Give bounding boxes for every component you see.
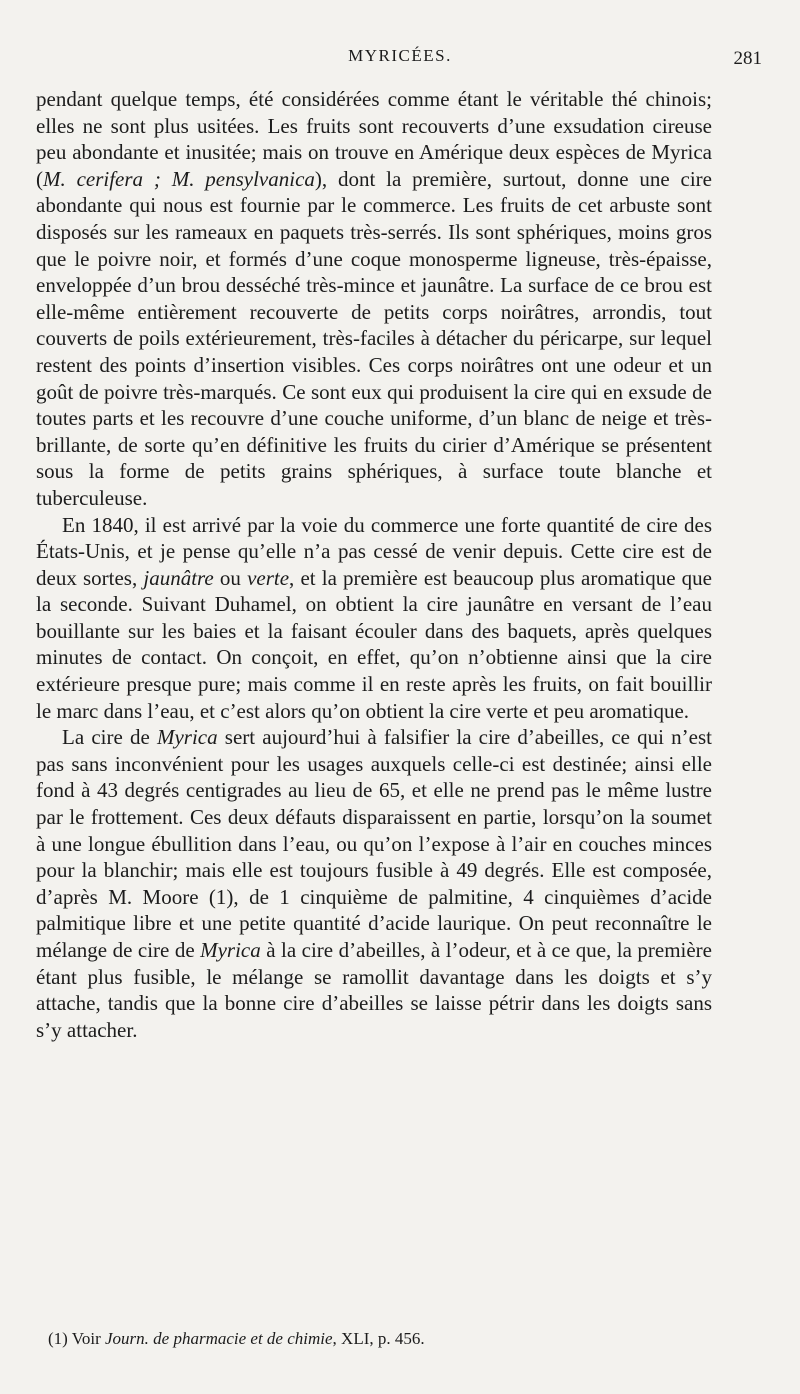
journal-title: Journ. de pharmacie et de chimie — [105, 1329, 333, 1348]
footnote — [48, 1328, 708, 1350]
running-title: MYRICÉES. — [348, 46, 452, 65]
paragraph-2 — [36, 512, 712, 725]
body-text — [36, 86, 712, 1043]
italic-term: Myrica — [156, 725, 218, 750]
paragraph-3 — [36, 724, 712, 1043]
text-segment: En 1840, il est arrivé par la voie du commerce une forte quantité de cire des États-Unis, et je pense qu’elle n’a pas cessé de venir depuis. Cette cire est de deux sortes, — [36, 512, 712, 590]
italic-term: jaunâtre — [143, 565, 214, 590]
page-number: 281 — [733, 48, 762, 69]
italic-term: verte — [247, 565, 290, 590]
text-segment: à la cire d’abeilles, à l’odeur, et à ce que, la première étant plus fusible, le mélange se ramollit davantage dans les doigts et s’y attache, tandis que la bonne cire d’abeilles se laisse pétrir dans les doigts sans s’y attacher. — [36, 938, 712, 1042]
footnote-text: (1) Voir — [48, 1329, 105, 1348]
text-segment: sert aujourd’hui à falsifier la cire d’abeilles, ce qui n’est pas sans inconvénient pour les usages auxquels celle-ci est destinée; ainsi elle fond à 43 degrés centigrades au lieu de 65, et elle ne prend pas le même lustre par le frottement. Ces deux défauts disparaissent en partie, lorsqu’on la soumet à une longue ébullition dans l’eau, ou qu’on l’expose à l’air en couches minces pour la blanchir; mais elle est toujours fusible à 49 degrés. Elle est composée, d’après M. Moore (1), de 1 cinquième de palmitine, 4 cinquièmes d’acide palmitique libre et une petite quantité d’acide laurique. On peut reconnaître le mélange de cire de — [36, 725, 712, 962]
page-header — [32, 46, 768, 76]
text-segment: La cire de — [62, 725, 157, 750]
text-segment: ), dont la première, surtout, donne une cire abondante qui nous est fournie par le commerce. Les fruits de cet arbuste sont disposés sur les rameaux en paquets très-serrés. Ils sont sphériques, moins gros que le poivre noir, et formés d’une coque monosperme ligneuse, très-épaisse, enveloppée d’un brou desséché très-mince et jaunâtre. La surface de ce brou est elle-même entièrement recouverte de petits corps noirâtres, arrondis, tout couverts de poils extérieurement, très-faciles à détacher du péricarpe, sur lequel restent des points d’insertion visibles. Ces corps noirâtres ont une odeur et un goût de poivre très-marqués. Ce sont eux qui produisent la cire qui en exsude de toutes parts et les recouvre d’une couche uniforme, d’un blanc de neige et très-brillante, de sorte qu’en définitive les fruits du cirier d’Amérique se présentent sous la forme de petits grains sphériques, à surface toute blanche et tuberculeuse. — [36, 166, 712, 510]
text-segment: , et la première est beaucoup plus aromatique que la seconde. Suivant Duhamel, on obtient la cire jaunâtre en versant de l’eau bouillante sur les baies et la faisant écouler dans des baquets, après quelques minutes de contact. On conçoit, en effet, qu’on n’obtienne ainsi que la cire extérieure presque pure; mais comme il en reste après les fruits, on fait bouillir le marc dans l’eau, et c’est alors qu’on obtient la cire verte et peu aromatique. — [36, 565, 712, 723]
italic-term: Myrica — [200, 938, 261, 962]
paragraph-1 — [36, 86, 712, 512]
footnote-text: , XLI, p. 456. — [332, 1329, 425, 1348]
text-segment: pendant quelque temps, été considérées comme étant le véritable thé chinois; elles ne sont plus usitées. Les fruits sont recouverts d’une exsudation cireuse peu abondante et inusitée; mais on trouve en Amérique deux espèces de Myrica ( — [36, 87, 712, 191]
text-segment: ou — [213, 565, 248, 590]
species-names: M. cerifera ; M. pensylvanica — [43, 166, 315, 191]
